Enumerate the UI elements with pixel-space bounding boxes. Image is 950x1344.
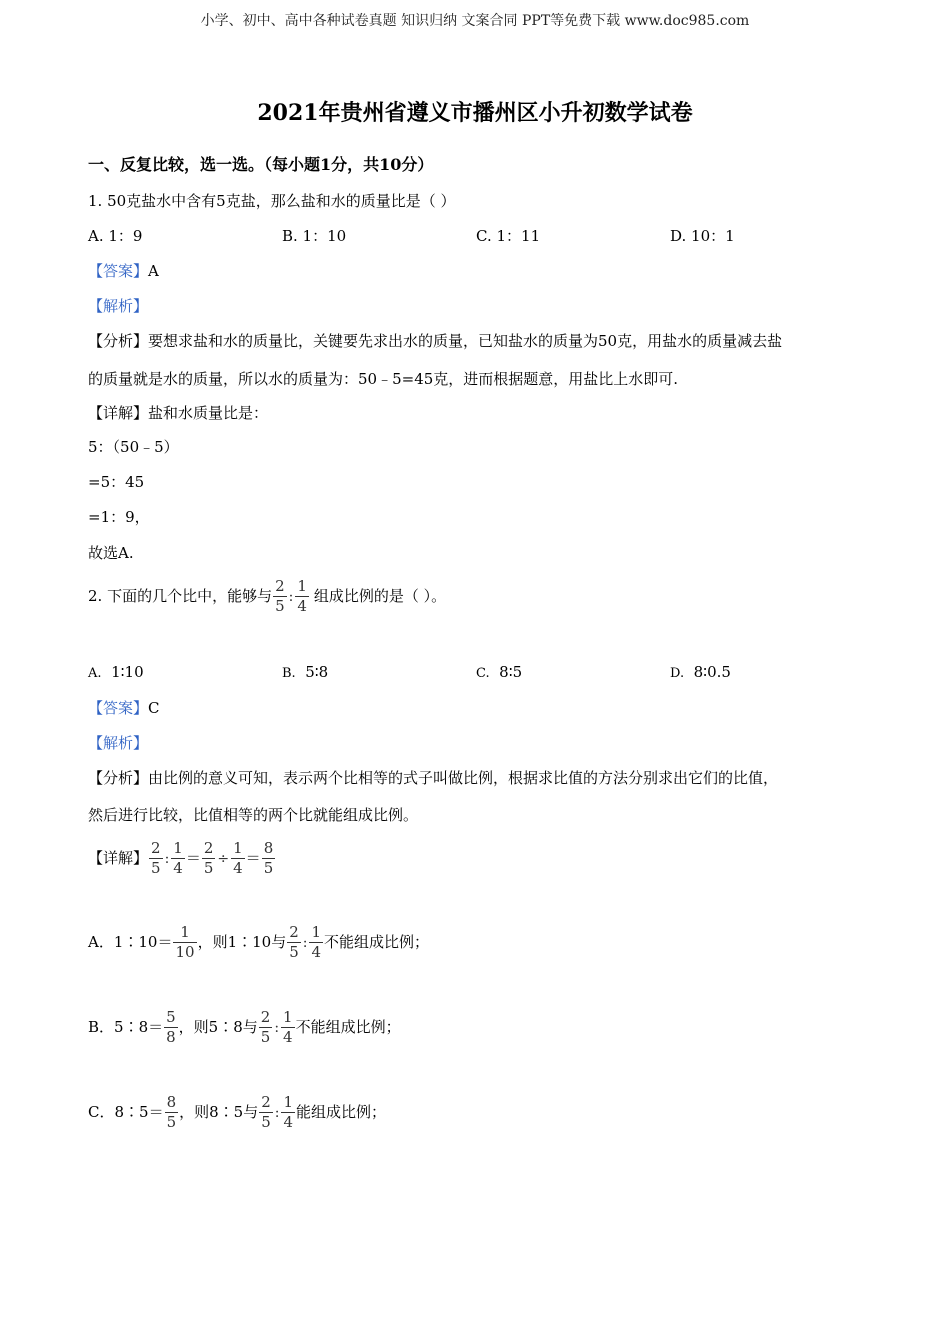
q2-option-c: C. 8∶5 [476, 663, 523, 681]
fraction: $\frac{2}{5}$ [203, 839, 214, 878]
q1-option-c: C. 1：11 [476, 227, 541, 245]
q2-answer [88, 701, 160, 716]
fraction: $\frac{8}{5}$ [263, 839, 274, 878]
q2-fenxi-line2: 然后进行比较，比值相等的两个比就能组成比例。 [88, 806, 419, 824]
fraction: $\frac{2}{5}$ [289, 923, 299, 962]
fenxi-text: 由比例的意义可知，表示两个比相等的式子叫做比例，根据求比值的方法分别求出它们的比值， [148, 769, 779, 787]
page-header: 小学、初中、高中各种试卷真题 知识归纳 文案合同 PPT等免费下载 www.doc985.com [200, 13, 750, 29]
answer-tag: 【答案】 [88, 699, 149, 717]
q1-step-1: 5：（50﹣5） [88, 438, 179, 456]
q2-option-d: D. 8∶0.5 [670, 663, 731, 681]
q2-line-b: B．5∶8＝ $\frac{5}{8}$ ，则5∶8与 $\frac{2}{5}$ : $\frac{1}{4}$ 不能组成比例； [88, 1008, 401, 1047]
q1-option-b: B. 1：10 [282, 227, 347, 245]
fenxi-text: 要想求盐和水的质量比，关键要先求出水的质量，已知盐水的质量为50克，用盐水的质量减去盐 [148, 332, 783, 350]
detail-tag: 【详解】 [88, 849, 149, 868]
fraction: $\frac{5}{8}$ [166, 1008, 176, 1047]
q2-detail: 【详解】 $\frac{2}{5}$ : $\frac{1}{4}$ ＝ $\frac{2}{5}$ ÷ $\frac{1}{4}$ ＝ $\frac{8}{5}$ [88, 839, 274, 878]
q1-stem: 1. 50克盐水中含有5克盐，那么盐和水的质量比是（ ） [88, 192, 456, 210]
fraction: $\frac{8}{5}$ [166, 1093, 177, 1132]
detail-tag: 【详解】 [88, 404, 149, 422]
fraction: $\frac{1}{4}$ [311, 923, 322, 962]
q1-fenxi-line2: 的质量就是水的质量，所以水的质量为：50﹣5=45克，进而根据题意，用盐比上水即可. [88, 370, 679, 388]
q2-option-b: B. 5∶8 [282, 663, 329, 681]
section-heading: 一、反复比较，选一选。（每小题1分，共10分） [88, 155, 434, 174]
fenxi-tag: 【分析】 [88, 769, 149, 787]
answer-value: C [148, 699, 160, 717]
q2-line-c: C．8∶5＝ $\frac{8}{5}$ ，则8∶5与 $\frac{2}{5}$ : $\frac{1}{4}$ 能组成比例； [88, 1093, 387, 1132]
fraction: $\frac{2}{5}$ [151, 839, 161, 878]
fraction: $\frac{1}{4}$ [173, 839, 183, 878]
fraction: $\frac{1}{10}$ [175, 923, 195, 962]
fraction: $\frac{1}{4}$ [297, 577, 307, 616]
q1-option-a: A. 1：9 [88, 227, 143, 245]
q2-fenxi-line1 [88, 771, 778, 786]
q1-fenxi-line1 [88, 334, 782, 349]
page-title: 2021年贵州省遵义市播州区小升初数学试卷 [257, 100, 693, 126]
fraction: $\frac{2}{5}$ [261, 1093, 271, 1132]
q1-detail [88, 406, 268, 421]
q2-stem-suffix: 组成比例的是（ ）。 [313, 587, 447, 606]
q2-analysis-tag: 【解析】 [88, 734, 149, 752]
q2-line-a: A．1∶10＝ $\frac{1}{10}$ ，则1∶10与 $\frac{2}{5}$ : $\frac{1}{4}$ 不能组成比例； [88, 923, 430, 962]
answer-tag: 【答案】 [88, 262, 149, 280]
fraction: $\frac{1}{4}$ [283, 1093, 294, 1132]
answer-value: A [148, 262, 159, 280]
q1-analysis-tag: 【解析】 [88, 297, 149, 315]
q1-step-4: 故选A. [88, 544, 134, 562]
q2-option-a: A. 1∶10 [88, 663, 144, 681]
detail-text: 盐和水质量比是： [148, 404, 269, 422]
q2-stem-prefix: 2. 下面的几个比中，能够与 [88, 587, 273, 606]
q2-stem: 2. 下面的几个比中，能够与 $\frac{2}{5}$ : $\frac{1}{4}$ 组成比例的是（ ）。 [88, 577, 447, 616]
fraction: $\frac{1}{4}$ [283, 1008, 293, 1047]
q1-step-2: =5：45 [88, 473, 145, 491]
fenxi-tag: 【分析】 [88, 332, 149, 350]
fraction: $\frac{2}{5}$ [275, 577, 285, 616]
q1-step-3: =1：9， [88, 508, 150, 526]
fraction: $\frac{2}{5}$ [260, 1008, 271, 1047]
q1-answer [88, 264, 159, 279]
fraction: $\frac{1}{4}$ [233, 839, 243, 878]
q1-option-d: D. 10：1 [670, 227, 735, 245]
